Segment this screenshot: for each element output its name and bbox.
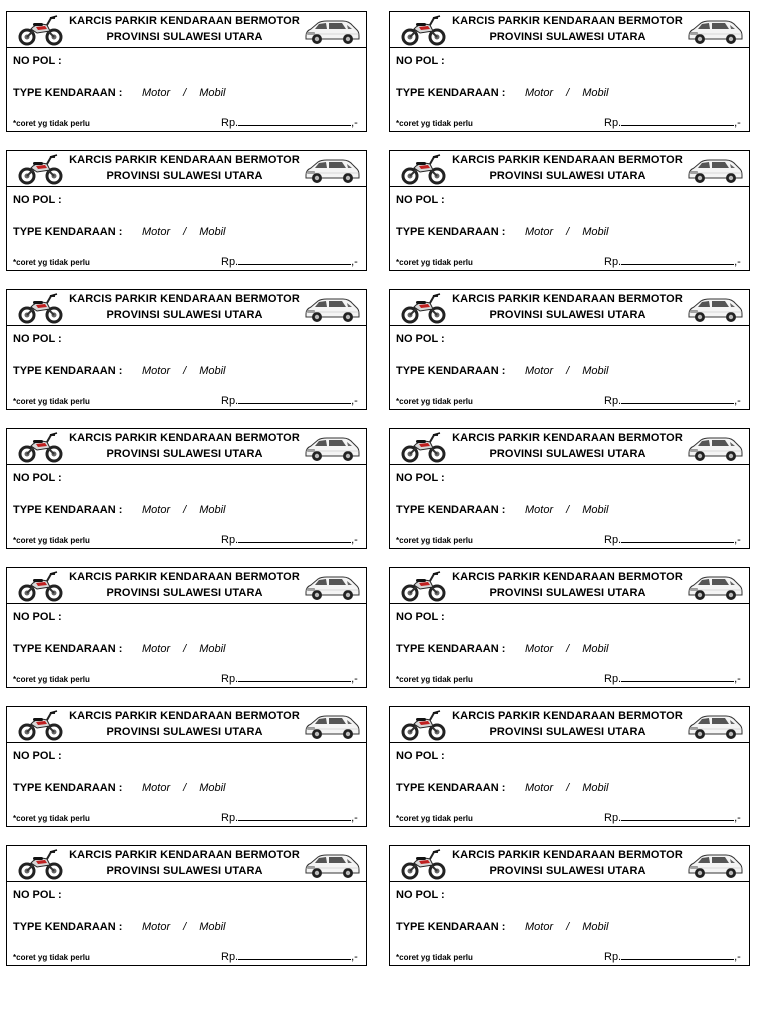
parking-ticket [6,11,367,132]
price-suffix: ,- [351,812,358,824]
option-separator: / [183,504,187,516]
vehicle-type-label: TYPE KENDARAAN : [13,921,123,933]
ticket-title-line1: KARCIS PARKIR KENDARAAN BERMOTOR [452,710,683,722]
parking-ticket [6,428,367,549]
ticket-title [448,431,687,462]
ticket-title-line2: PROVINSI SULAWESI UTARA [489,308,646,321]
nopol-label: NO POL : [13,194,62,206]
ticket-title [65,848,304,879]
nopol-label: NO POL : [13,472,62,484]
price-prefix: Rp. [221,812,239,824]
option-separator: / [183,921,187,933]
strike-note: *coret yg tidak perlu [13,814,90,823]
option-separator: / [566,87,570,99]
option-separator: / [566,504,570,516]
ticket-title-line1: KARCIS PARKIR KENDARAAN BERMOTOR [69,432,300,444]
parking-ticket [389,567,750,688]
strike-note: *coret yg tidak perlu [13,953,90,962]
option-separator: / [566,365,570,377]
ticket-title [65,570,304,601]
price-field [221,950,358,963]
nopol-label: NO POL : [13,333,62,345]
nopol-label: NO POL : [396,750,445,762]
price-prefix: Rp. [221,395,239,407]
vehicle-type-label: TYPE KENDARAAN : [396,782,506,794]
car-icon [686,851,744,879]
vehicle-type-row [396,643,608,655]
ticket-title-line2: PROVINSI SULAWESI UTARA [106,586,263,599]
price-field [604,672,741,685]
strike-note: *coret yg tidak perlu [396,536,473,545]
parking-ticket [6,706,367,827]
price-suffix: ,- [351,673,358,685]
motorcycle-icon [400,431,446,463]
car-icon [303,156,361,184]
ticket-title [65,14,304,45]
parking-ticket [6,845,367,966]
strike-note: *coret yg tidak perlu [13,675,90,684]
price-field [221,255,358,268]
vehicle-type-row [396,87,608,99]
vehicle-type-row [396,782,608,794]
vehicle-type-row [13,365,225,377]
option-separator: / [566,643,570,655]
vehicle-type-label: TYPE KENDARAAN : [13,782,123,794]
strike-note: *coret yg tidak perlu [13,397,90,406]
option-mobil: Mobil [199,504,226,516]
vehicle-type-label: TYPE KENDARAAN : [396,365,506,377]
option-motor: Motor [142,226,171,238]
option-separator: / [183,87,187,99]
ticket-title [448,292,687,323]
price-field [221,811,358,824]
parking-ticket [389,706,750,827]
parking-ticket [389,150,750,271]
price-field [221,672,358,685]
option-mobil: Mobil [199,365,226,377]
vehicle-type-label: TYPE KENDARAAN : [396,87,506,99]
strike-note: *coret yg tidak perlu [396,814,473,823]
price-suffix: ,- [351,951,358,963]
price-prefix: Rp. [604,395,622,407]
price-prefix: Rp. [604,256,622,268]
price-field [221,394,358,407]
ticket-header [7,707,366,743]
price-field [604,533,741,546]
vehicle-type-row [396,365,608,377]
ticket-header [7,568,366,604]
strike-note: *coret yg tidak perlu [396,953,473,962]
option-motor: Motor [142,921,171,933]
price-blank-line [621,394,734,404]
ticket-title-line2: PROVINSI SULAWESI UTARA [489,725,646,738]
ticket-title-line2: PROVINSI SULAWESI UTARA [106,169,263,182]
option-mobil: Mobil [582,365,609,377]
price-suffix: ,- [734,673,741,685]
car-icon [686,573,744,601]
price-suffix: ,- [351,534,358,546]
ticket-header [7,846,366,882]
option-motor: Motor [525,921,554,933]
motorcycle-icon [17,14,63,46]
car-icon [686,295,744,323]
car-icon [303,712,361,740]
price-blank-line [621,533,734,543]
strike-note: *coret yg tidak perlu [396,675,473,684]
ticket-header [390,151,749,187]
ticket-title-line2: PROVINSI SULAWESI UTARA [489,447,646,460]
motorcycle-icon [400,570,446,602]
option-separator: / [183,643,187,655]
vehicle-type-label: TYPE KENDARAAN : [396,643,506,655]
vehicle-type-row [13,504,225,516]
ticket-title-line1: KARCIS PARKIR KENDARAAN BERMOTOR [452,293,683,305]
car-icon [686,434,744,462]
ticket-header [390,290,749,326]
price-blank-line [621,116,734,126]
nopol-label: NO POL : [13,889,62,901]
parking-ticket [6,567,367,688]
nopol-label: NO POL : [396,55,445,67]
option-mobil: Mobil [582,643,609,655]
price-prefix: Rp. [221,951,239,963]
ticket-title-line2: PROVINSI SULAWESI UTARA [489,864,646,877]
vehicle-type-label: TYPE KENDARAAN : [13,504,123,516]
ticket-title-line1: KARCIS PARKIR KENDARAAN BERMOTOR [69,15,300,27]
price-prefix: Rp. [604,812,622,824]
car-icon [303,295,361,323]
price-prefix: Rp. [604,673,622,685]
vehicle-type-row [13,921,225,933]
nopol-label: NO POL : [396,333,445,345]
strike-note: *coret yg tidak perlu [13,536,90,545]
ticket-title [65,431,304,462]
motorcycle-icon [400,292,446,324]
ticket-title [65,153,304,184]
ticket-title-line2: PROVINSI SULAWESI UTARA [106,308,263,321]
price-field [604,255,741,268]
motorcycle-icon [17,848,63,880]
price-blank-line [621,811,734,821]
nopol-label: NO POL : [13,611,62,623]
ticket-title-line1: KARCIS PARKIR KENDARAAN BERMOTOR [69,293,300,305]
strike-note: *coret yg tidak perlu [396,258,473,267]
motorcycle-icon [17,570,63,602]
strike-note: *coret yg tidak perlu [13,119,90,128]
ticket-title-line2: PROVINSI SULAWESI UTARA [489,169,646,182]
vehicle-type-label: TYPE KENDARAAN : [13,226,123,238]
option-mobil: Mobil [199,921,226,933]
vehicle-type-row [13,782,225,794]
option-motor: Motor [525,87,554,99]
vehicle-type-label: TYPE KENDARAAN : [396,504,506,516]
ticket-title-line2: PROVINSI SULAWESI UTARA [489,586,646,599]
strike-note: *coret yg tidak perlu [396,397,473,406]
price-blank-line [238,811,351,821]
price-suffix: ,- [351,395,358,407]
nopol-label: NO POL : [13,750,62,762]
option-separator: / [183,365,187,377]
ticket-header [7,151,366,187]
vehicle-type-label: TYPE KENDARAAN : [13,365,123,377]
ticket-title-line1: KARCIS PARKIR KENDARAAN BERMOTOR [452,432,683,444]
price-prefix: Rp. [604,117,622,129]
parking-ticket [389,428,750,549]
ticket-title-line1: KARCIS PARKIR KENDARAAN BERMOTOR [452,154,683,166]
price-suffix: ,- [734,256,741,268]
option-motor: Motor [142,87,171,99]
ticket-header [390,846,749,882]
price-blank-line [238,533,351,543]
price-field [604,950,741,963]
option-separator: / [183,782,187,794]
price-prefix: Rp. [604,534,622,546]
ticket-title-line1: KARCIS PARKIR KENDARAAN BERMOTOR [452,571,683,583]
ticket-header [390,429,749,465]
parking-ticket [389,289,750,410]
ticket-title-line1: KARCIS PARKIR KENDARAAN BERMOTOR [452,15,683,27]
price-suffix: ,- [734,395,741,407]
motorcycle-icon [17,709,63,741]
nopol-label: NO POL : [396,889,445,901]
option-motor: Motor [142,504,171,516]
ticket-header [390,707,749,743]
option-separator: / [566,226,570,238]
option-mobil: Mobil [199,643,226,655]
price-field [221,116,358,129]
price-field [221,533,358,546]
ticket-title [65,709,304,740]
ticket-title-line2: PROVINSI SULAWESI UTARA [106,30,263,43]
option-mobil: Mobil [582,226,609,238]
price-prefix: Rp. [221,117,239,129]
vehicle-type-label: TYPE KENDARAAN : [396,226,506,238]
option-mobil: Mobil [582,504,609,516]
ticket-header [7,290,366,326]
motorcycle-icon [17,431,63,463]
price-field [604,811,741,824]
ticket-title [448,14,687,45]
option-motor: Motor [142,782,171,794]
motorcycle-icon [400,14,446,46]
price-field [604,116,741,129]
option-separator: / [183,226,187,238]
option-motor: Motor [525,365,554,377]
nopol-label: NO POL : [396,194,445,206]
car-icon [686,17,744,45]
option-mobil: Mobil [199,87,226,99]
motorcycle-icon [17,292,63,324]
ticket-title-line1: KARCIS PARKIR KENDARAAN BERMOTOR [69,154,300,166]
vehicle-type-row [13,226,225,238]
option-mobil: Mobil [582,921,609,933]
price-blank-line [238,950,351,960]
option-mobil: Mobil [199,226,226,238]
option-motor: Motor [525,226,554,238]
price-suffix: ,- [351,117,358,129]
price-field [604,394,741,407]
nopol-label: NO POL : [396,611,445,623]
price-suffix: ,- [734,534,741,546]
ticket-title [448,709,687,740]
price-blank-line [238,116,351,126]
option-motor: Motor [525,782,554,794]
ticket-title [65,292,304,323]
price-suffix: ,- [351,256,358,268]
price-blank-line [238,394,351,404]
price-suffix: ,- [734,951,741,963]
motorcycle-icon [17,153,63,185]
price-prefix: Rp. [221,673,239,685]
parking-ticket [389,11,750,132]
parking-ticket [389,845,750,966]
ticket-header [7,429,366,465]
ticket-title-line1: KARCIS PARKIR KENDARAAN BERMOTOR [452,849,683,861]
ticket-header [7,12,366,48]
option-mobil: Mobil [582,782,609,794]
price-blank-line [621,950,734,960]
price-blank-line [238,255,351,265]
option-separator: / [566,782,570,794]
vehicle-type-row [396,921,608,933]
price-blank-line [621,255,734,265]
nopol-label: NO POL : [396,472,445,484]
car-icon [303,434,361,462]
vehicle-type-row [13,87,225,99]
ticket-title-line2: PROVINSI SULAWESI UTARA [106,447,263,460]
ticket-title [448,848,687,879]
option-separator: / [566,921,570,933]
price-prefix: Rp. [221,534,239,546]
ticket-header [390,568,749,604]
motorcycle-icon [400,153,446,185]
option-motor: Motor [525,643,554,655]
motorcycle-icon [400,848,446,880]
strike-note: *coret yg tidak perlu [13,258,90,267]
price-blank-line [238,672,351,682]
option-motor: Motor [142,365,171,377]
ticket-title-line1: KARCIS PARKIR KENDARAAN BERMOTOR [69,849,300,861]
ticket-title [448,570,687,601]
price-prefix: Rp. [221,256,239,268]
price-blank-line [621,672,734,682]
parking-ticket [6,150,367,271]
vehicle-type-row [396,504,608,516]
car-icon [303,17,361,45]
ticket-title-line1: KARCIS PARKIR KENDARAAN BERMOTOR [69,571,300,583]
strike-note: *coret yg tidak perlu [396,119,473,128]
car-icon [303,851,361,879]
price-suffix: ,- [734,812,741,824]
car-icon [686,156,744,184]
vehicle-type-label: TYPE KENDARAAN : [13,643,123,655]
car-icon [303,573,361,601]
parking-ticket [6,289,367,410]
nopol-label: NO POL : [13,55,62,67]
option-mobil: Mobil [199,782,226,794]
ticket-title-line2: PROVINSI SULAWESI UTARA [106,725,263,738]
option-motor: Motor [142,643,171,655]
vehicle-type-label: TYPE KENDARAAN : [396,921,506,933]
price-suffix: ,- [734,117,741,129]
ticket-title-line1: KARCIS PARKIR KENDARAAN BERMOTOR [69,710,300,722]
ticket-title [448,153,687,184]
ticket-header [390,12,749,48]
car-icon [686,712,744,740]
vehicle-type-row [13,643,225,655]
option-motor: Motor [525,504,554,516]
motorcycle-icon [400,709,446,741]
option-mobil: Mobil [582,87,609,99]
ticket-title-line2: PROVINSI SULAWESI UTARA [489,30,646,43]
vehicle-type-row [396,226,608,238]
price-prefix: Rp. [604,951,622,963]
ticket-title-line2: PROVINSI SULAWESI UTARA [106,864,263,877]
vehicle-type-label: TYPE KENDARAAN : [13,87,123,99]
